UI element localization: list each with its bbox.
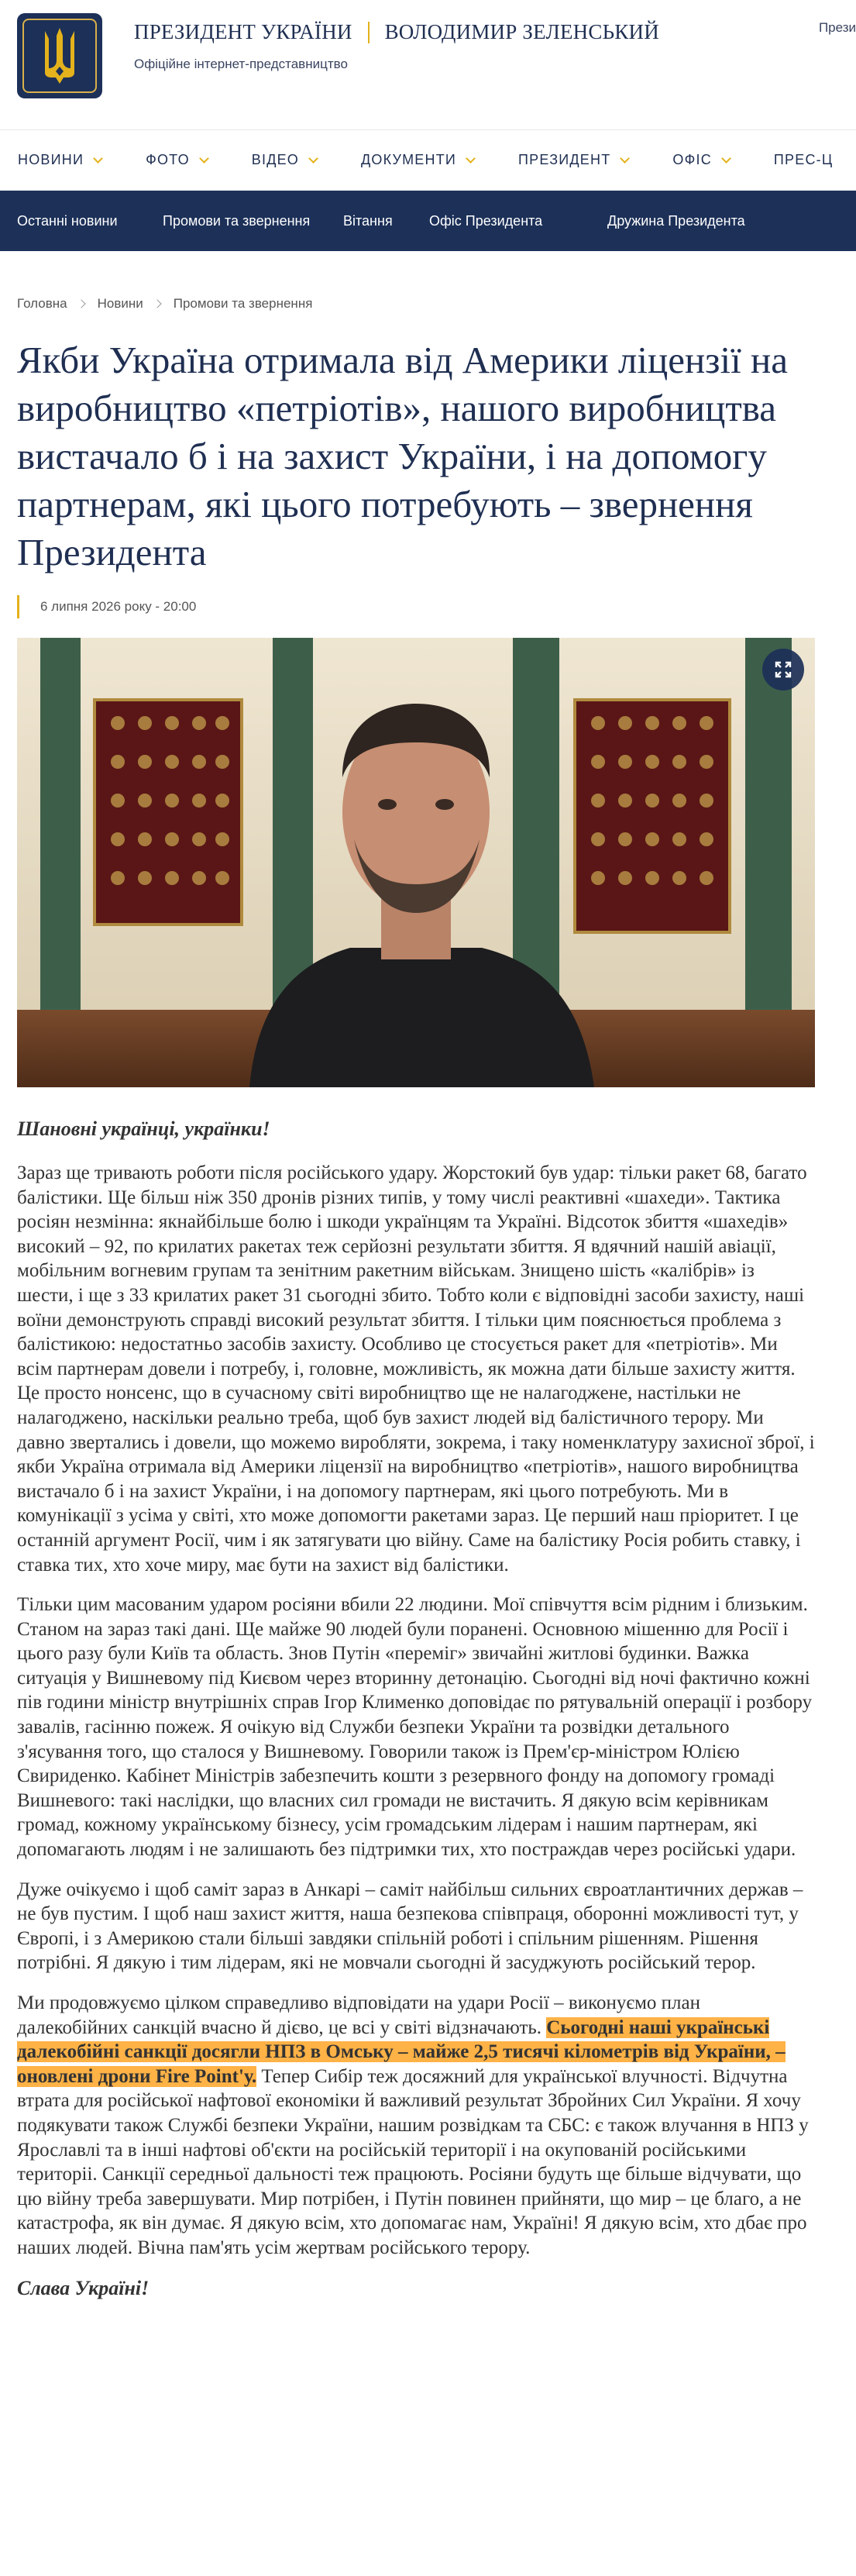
- subnav-greetings[interactable]: Вітання: [343, 212, 393, 229]
- nav-item-video[interactable]: [252, 152, 317, 168]
- paragraph-text: Тепер Сибір теж досяжний для української влучності. Відчутна втрата для російської нафтової економіки й важливий результат Збройних Сил України. Я хочу подякувати також Службі безпеки України, нашим розвідкам та СБС: є також влучання в НПЗ у Ярославлі та в інші нафтові об'єкти на російській території і на окупованій російськими територіі. Санкції середньої дальності теж працюють. Росіяни будуть ще більше відчувати, що цю війну треба завершувати. Мир потрібен, і Путін повинен прийняти, що мир – це благо, а не катастрофа, як він думає. Я дякую всім, хто допомагає нам, Україні! Я дякую всім, хто дбає про наших людей. Вічна пам'ять усім жертвам російського терору.: [17, 2065, 809, 2258]
- nav-item-label: ПРЕС-Ц: [773, 152, 834, 167]
- video-frame: [17, 638, 815, 1087]
- date-text: 6 липня 2026 року - 20:00: [40, 599, 197, 614]
- chevron-down-icon: [93, 153, 103, 164]
- site-title-link[interactable]: ПРЕЗИДЕНТ УКРАЇНИ: [134, 20, 352, 43]
- coat-of-arms-logo[interactable]: [17, 13, 102, 98]
- nav-item-label: ВІДЕО: [251, 152, 299, 167]
- article-closing: Слава Україні!: [17, 2276, 150, 2299]
- sub-nav: [0, 191, 856, 251]
- article-paragraph: [17, 1991, 815, 2261]
- nav-item-press-center[interactable]: [774, 152, 833, 168]
- chevron-down-icon: [466, 153, 476, 164]
- brand-block: [134, 20, 659, 72]
- nav-item-label: ПРЕЗИДЕНТ: [518, 152, 611, 167]
- highlighted-text: Сьогодні наші українські далекобійні санкції досягли НПЗ в Омську – майже 2,5 тисячі кілометрів від України, – оновлені дрони Fire Point'у.: [17, 2016, 786, 2087]
- breadcrumb-home[interactable]: Головна: [17, 296, 67, 311]
- chevron-right-icon: [153, 299, 161, 308]
- article-greeting: Шановні українці, українки!: [17, 1118, 270, 1140]
- breadcrumb-news[interactable]: Новини: [97, 296, 143, 311]
- nav-item-label: ДОКУМЕНТИ: [361, 152, 457, 167]
- site-header: [0, 0, 856, 130]
- main-nav: [0, 130, 856, 191]
- president-name-link[interactable]: ВОЛОДИМИР ЗЕЛЕНСЬКИЙ: [384, 20, 659, 43]
- logo-frame: [22, 19, 97, 93]
- nav-item-label: ОФІС: [672, 152, 712, 167]
- chevron-down-icon: [621, 153, 631, 164]
- date-accent-bar: [17, 595, 19, 618]
- chevron-down-icon: [721, 153, 731, 164]
- page-title: Якби Україна отримала від Америки ліцензії на виробництво «петріотів», нашого виробництва вистачало б і на захист України, і на допомогу партнерам, які цього потребують – звернення Президента: [17, 339, 788, 573]
- nav-item-president[interactable]: [518, 152, 628, 168]
- breadcrumb-speeches[interactable]: Промови та звернення: [173, 296, 313, 311]
- chevron-right-icon: [77, 299, 85, 308]
- subnav-first-lady[interactable]: Дружина Президента: [607, 212, 745, 229]
- article-body: [17, 1117, 815, 2300]
- site-subtitle: Офіційне інтернет-представництво: [134, 57, 348, 71]
- subnav-latest-news[interactable]: Останні новини: [17, 212, 118, 229]
- article-paragraph: Тільки цим масованим ударом росіяни вбили 22 людини. Мої співчуття всім рідним і близьким. Станом на зараз такі дані. Ще майже 90 людей були поранені. Основною мішенню для Росії і цього разу були Київ та область. Знов Путін «переміг» звичайні житлові будинки. Важка ситуація у Вишневому під Києвом через вторинну детонацію. Сьогодні від ночі фактично кожні пів години міністр внутрішніх справ Ігор Клименко доповідає по рятувальній операції і розбору завалів, гасінню пожеж. Я очікую від Служби безпеки України та розвідки детального з'ясування того, що сталося у Вишневому. Говорили також із Прем'єр-міністром Юлією Свириденко. Кабінет Міністрів забезпечить кошти з резервного фонду на допомогу громаді Вишневого: такі наслідки, що власних сил громади не вистачить. Я дякую всім керівникам громад, кожному українському бізнесу, усім громадським лідерам і нашим партнерам, які допомагають людям і не залишають без підтримки тих, хто постраждав через російські удари.: [17, 1594, 813, 1861]
- breadcrumb: [17, 296, 813, 312]
- nav-item-photo[interactable]: [146, 152, 208, 168]
- expand-button[interactable]: [762, 649, 804, 690]
- subnav-office[interactable]: Офіс Президента: [429, 212, 543, 229]
- article-paragraph: Дуже очікуємо і щоб саміт зараз в Анкарі – саміт найбільш сильних євроатлантичних держав – не був пустим. І щоб наш захист життя, наша безпекова співпраця, оборонні можливості тут, у Європі, і з Америкою стали більші завдяки спільній роботі і спільним рішенням. Рішення потрібні. Я дякую і тим лідерам, які не мовчали сьогодні й засуджують російський терор.: [17, 1879, 803, 1974]
- header-right-link[interactable]: Прези: [818, 20, 856, 35]
- paragraph-text: Ми продовжуємо цілком справедливо відповідати на удари Росії – виконуємо план далекобійних санкцій вчасно й дієво, це всі у світі відзначають.: [17, 1992, 700, 2038]
- subnav-speeches[interactable]: Промови та звернення: [163, 212, 311, 229]
- publish-date: [17, 595, 813, 618]
- trident-icon: [37, 25, 82, 87]
- nav-item-documents[interactable]: [361, 152, 474, 168]
- nav-item-label: ФОТО: [146, 152, 190, 167]
- video-player[interactable]: [17, 638, 815, 1087]
- nav-item-office[interactable]: [672, 152, 730, 168]
- chevron-down-icon: [199, 153, 209, 164]
- brand-divider: [368, 22, 370, 43]
- expand-icon: [775, 661, 792, 678]
- nav-item-news[interactable]: [18, 152, 101, 168]
- main-content: [0, 296, 813, 2300]
- article-paragraph: Зараз ще тривають роботи після російського удару. Жорстокий був удар: тільки ракет 68, багато балістики. Ще більш ніж 350 дронів різних типів, у тому числі реактивні «шахеди». Тактика росіян незмінна: якнайбільше болю і шкоди українцям та Україні. Відсоток збиття «шахедів» високий – 92, по крилатих ракетах теж серйозні результати збиття. Я вдячний нашій авіації, мобільним вогневим групам та зенітним ракетним військам. Знищено шість «калібрів» із шести, і ще з 33 крилатих ракет 31 сьогодні збито. Тобто коли є відповідні засоби захисту, наші воїни демонструють справді високий результат збиття. І тільки цим пояснюється проблема з балістикою: недостатньо засобів захисту. Особливо це стосується ракет для «петріотів». Ми всім партнерам довели і потребу, і, головне, можливість, як можна дати більше захисту життя. Це просто нонсенс, що в сучасному світі виробництво ще не налагоджене, настільки не налагоджено, наскільки реально треба, щоб був захист людей від балістичного терору. Ми давно звертались і довели, що можемо виробляти, зокрема, і таку номенклатуру захисної зброї, і якби Україна отримала від Америки ліцензії на виробництво «петріотів», нашого виробництва вистачало б і на захист України, і на допомогу партнерам, які цього потребують. Ми в комунікації з усіма у світі, хто може допомогти ракетами зараз. Це перший наш пріоритет. І це останній аргумент Росії, чим і як затягувати цю війну. Саме на балістику Росія робить ставку, і ставка тих, хто хоче миру, має бути на захист від балістики.: [17, 1162, 815, 1576]
- chevron-down-icon: [308, 153, 318, 164]
- nav-item-label: НОВИНИ: [18, 152, 84, 167]
